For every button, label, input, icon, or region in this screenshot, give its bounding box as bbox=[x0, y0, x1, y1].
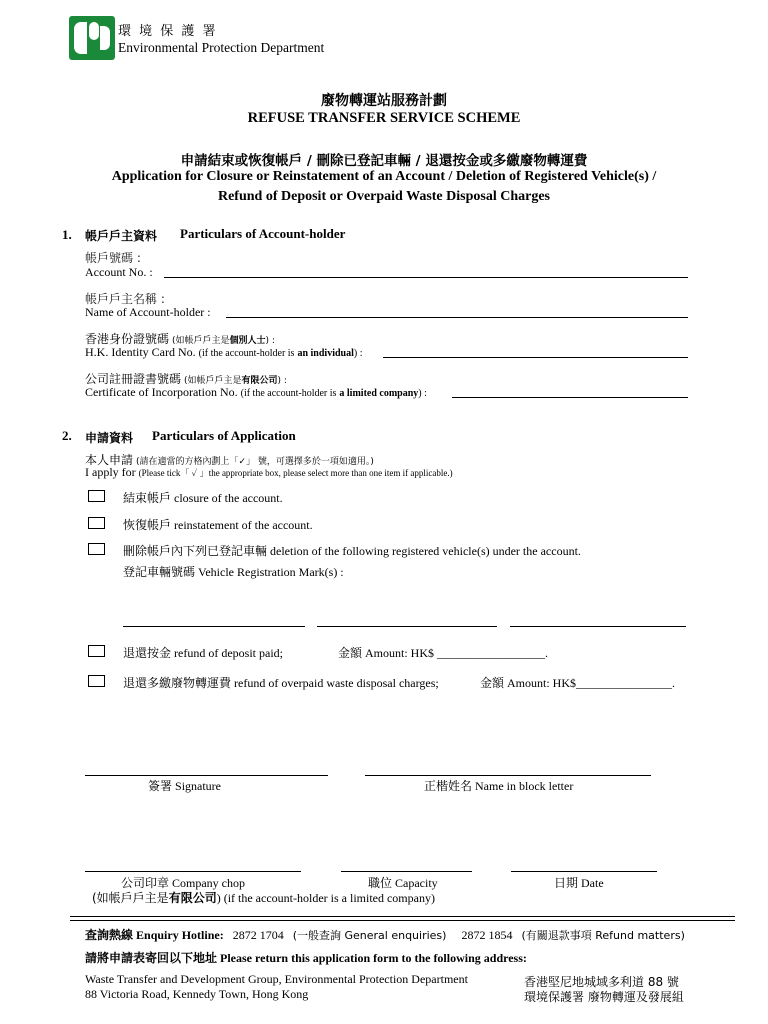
ci-field[interactable] bbox=[452, 397, 688, 398]
apply-en-row bbox=[85, 465, 453, 480]
ci-label-en: Certificate of Incorporation No. bbox=[85, 385, 238, 399]
ci-note-en-b: a limited company bbox=[339, 388, 419, 399]
hkid-label-en-row bbox=[85, 345, 362, 360]
chop-note-c: ) (if the account-holder is a limited company) bbox=[216, 891, 435, 905]
address-en-line-1: Waste Transfer and Development Group, Environmental Protection Department bbox=[85, 972, 468, 986]
block-name-label-cn: 正楷姓名 bbox=[424, 779, 473, 793]
closure-checkbox[interactable] bbox=[88, 490, 105, 502]
signature-label bbox=[148, 777, 221, 794]
block-name-label bbox=[424, 777, 573, 794]
overpaid-refund-label-en: refund of overpaid waste disposal charges; bbox=[234, 676, 439, 690]
deposit-amount-field[interactable]: Amount: HK$ __________________. bbox=[365, 646, 549, 660]
capacity-label-cn: 職位 bbox=[368, 876, 393, 890]
hkid-label-en: H.K. Identity Card No. bbox=[85, 345, 196, 359]
deposit-refund-label-cn: 退還按金 bbox=[123, 646, 172, 660]
return-label-en: Please return this application form to the following address: bbox=[220, 951, 527, 965]
date-label-cn: 日期 bbox=[554, 876, 579, 890]
hotline-label-cn: 查詢熱線 bbox=[85, 928, 134, 942]
company-chop-label-cn: 公司印章 bbox=[121, 876, 170, 890]
hotline-phone-1: 2872 1704 bbox=[232, 928, 284, 942]
date-line[interactable] bbox=[511, 871, 657, 872]
closure-option-row bbox=[123, 489, 283, 506]
address-cn-line-2: 環境保護署 廢物轉運及發展組 bbox=[524, 990, 684, 1004]
ci-note-en-c: ) : bbox=[418, 388, 427, 399]
section1-heading-cn: 帳戶戶主資料 bbox=[85, 229, 158, 243]
return-label-cn: 請將申請表寄回以下地址 bbox=[85, 951, 218, 965]
ci-note-cn-b: 有限公司 bbox=[241, 376, 278, 386]
chop-note-a: (如帳戶戶主是 bbox=[92, 891, 169, 905]
overpaid-refund-option-row bbox=[123, 674, 439, 691]
section2-number: 2. bbox=[62, 428, 72, 443]
application-title-en-2: Refund of Deposit or Overpaid Waste Disposal Charges bbox=[217, 189, 550, 204]
deposit-refund-option-row bbox=[123, 644, 283, 661]
capacity-line[interactable] bbox=[341, 871, 472, 872]
hkid-note-en-b: an individual bbox=[297, 348, 354, 359]
hotline-phone-2: 2872 1854 bbox=[461, 928, 513, 942]
apply-label-en: I apply for bbox=[85, 465, 136, 479]
deposit-amount-row bbox=[338, 644, 548, 661]
vrm-field-3[interactable] bbox=[510, 626, 686, 627]
dept-name-cn: 環 境 保 護 署 bbox=[118, 24, 218, 39]
application-title-cn: 申請結束或恢復帳戶 / 刪除已登記車輛 / 退還按金或多繳廢物轉運費 bbox=[180, 153, 588, 169]
section2-heading-en: Particulars of Application bbox=[152, 428, 296, 443]
scheme-title-en: REFUSE TRANSFER SERVICE SCHEME bbox=[247, 110, 521, 126]
apply-label-cn: 本人申請 bbox=[85, 453, 134, 467]
dept-name-en: Environmental Protection Department bbox=[118, 40, 325, 55]
ci-note-en-a: (if the account-holder is bbox=[240, 388, 337, 399]
signature-line[interactable] bbox=[85, 775, 328, 776]
capacity-label-en: Capacity bbox=[395, 876, 438, 890]
apply-note-en: (Please tick「 ✓ 」the appropriate box, please select more than one item if applicable.) bbox=[138, 468, 453, 478]
hotline-phone-2-desc: (有關退款事項 Refund matters) bbox=[521, 929, 685, 942]
section1-heading-en: Particulars of Account-holder bbox=[180, 226, 346, 241]
application-title-en-1: Application for Closure or Reinstatement of an Account / Deletion of Registered Vehicle(s) / bbox=[111, 169, 657, 184]
footer-divider-1 bbox=[70, 916, 735, 917]
hotline-label-en: Enquiry Hotline: bbox=[136, 928, 224, 942]
vrm-label-en: Vehicle Registration Mark(s) : bbox=[198, 565, 344, 579]
overpaid-refund-checkbox[interactable] bbox=[88, 675, 105, 687]
account-holder-name-field[interactable] bbox=[226, 317, 688, 318]
hkid-note-en-c: ) : bbox=[353, 348, 363, 359]
overpaid-amount-row bbox=[480, 674, 675, 691]
ci-label-cn: 公司註冊證書號碼 bbox=[85, 372, 182, 386]
deposit-refund-checkbox[interactable] bbox=[88, 645, 105, 657]
account-no-label-cn: 帳戶號碼 : bbox=[85, 251, 141, 265]
account-no-label-en: Account No. : bbox=[85, 265, 153, 279]
overpaid-amount-field[interactable]: Amount: HK$________________. bbox=[507, 676, 676, 690]
ci-label-en-row bbox=[85, 385, 427, 400]
signature-label-en: Signature bbox=[175, 779, 222, 793]
epd-logo bbox=[69, 16, 115, 60]
signature-label-cn: 簽署 bbox=[148, 779, 173, 793]
vrm-row bbox=[123, 563, 344, 580]
section2-heading-cn: 申請資料 bbox=[85, 431, 134, 445]
closure-label-en: closure of the account. bbox=[174, 491, 283, 505]
account-holder-name-label-cn: 帳戶戶主名稱 : bbox=[85, 292, 165, 306]
capacity-label bbox=[368, 874, 438, 891]
scheme-title-cn: 廢物轉運站服務計劃 bbox=[321, 93, 447, 109]
reinstatement-label-cn: 恢復帳戶 bbox=[123, 518, 172, 532]
vehicle-deletion-option-row bbox=[123, 542, 581, 559]
overpaid-amount-label-cn: 金額 bbox=[480, 676, 505, 690]
vehicle-deletion-checkbox[interactable] bbox=[88, 543, 105, 555]
company-chop-line[interactable] bbox=[85, 871, 301, 872]
company-chop-note bbox=[92, 889, 435, 906]
hotline-row bbox=[85, 926, 685, 943]
deposit-refund-label-en: refund of deposit paid; bbox=[174, 646, 283, 660]
address-en-line-2: 88 Victoria Road, Kennedy Town, Hong Kong bbox=[85, 987, 309, 1001]
vrm-label-cn: 登記車輛號碼 bbox=[123, 565, 196, 579]
overpaid-refund-label-cn: 退還多繳廢物轉運費 bbox=[123, 676, 232, 690]
hkid-label-cn: 香港身份證號碼 bbox=[85, 332, 170, 346]
date-label bbox=[554, 874, 604, 891]
vehicle-deletion-label-en: deletion of the following registered vehicle(s) under the account. bbox=[270, 544, 581, 558]
footer-divider-2 bbox=[70, 920, 735, 921]
closure-label-cn: 結束帳戶 bbox=[123, 491, 172, 505]
vrm-field-1[interactable] bbox=[123, 626, 305, 627]
address-cn-line-1: 香港堅尼地城域多利道 88 號 bbox=[524, 975, 679, 989]
ci-note-cn-c: ) : bbox=[277, 376, 287, 386]
hotline-phone-1-desc: (一般查詢 General enquiries) bbox=[292, 929, 447, 942]
hkid-note-cn-c: ) : bbox=[265, 336, 275, 346]
vrm-field-2[interactable] bbox=[317, 626, 497, 627]
hkid-note-cn-a: (如帳戶戶主是 bbox=[172, 336, 230, 346]
apply-note-cn: (請在適當的方格內劃上「✓」 號，可選擇多於一項如適用。) bbox=[136, 457, 374, 467]
reinstatement-label-en: reinstatement of the account. bbox=[174, 518, 313, 532]
hkid-note-en-a: (if the account-holder is bbox=[198, 348, 295, 359]
block-name-label-en: Name in block letter bbox=[475, 779, 574, 793]
return-address-heading bbox=[85, 949, 527, 966]
chop-note-b: 有限公司 bbox=[168, 891, 217, 905]
hkid-field[interactable] bbox=[383, 357, 688, 358]
block-name-line[interactable] bbox=[365, 775, 651, 776]
reinstatement-option-row bbox=[123, 516, 313, 533]
date-label-en: Date bbox=[581, 876, 604, 890]
deposit-amount-label-cn: 金額 bbox=[338, 646, 363, 660]
company-chop-label-en: Company chop bbox=[172, 876, 246, 890]
ci-note-cn-a: (如帳戶戶主是 bbox=[184, 376, 242, 386]
account-no-field[interactable] bbox=[164, 277, 688, 278]
hkid-note-cn-b: 個別人士 bbox=[229, 336, 266, 346]
vehicle-deletion-label-cn: 刪除帳戶內下列已登記車輛 bbox=[123, 544, 268, 558]
account-holder-name-label-en: Name of Account-holder : bbox=[85, 305, 211, 319]
reinstatement-checkbox[interactable] bbox=[88, 517, 105, 529]
section1-number: 1. bbox=[62, 227, 72, 242]
